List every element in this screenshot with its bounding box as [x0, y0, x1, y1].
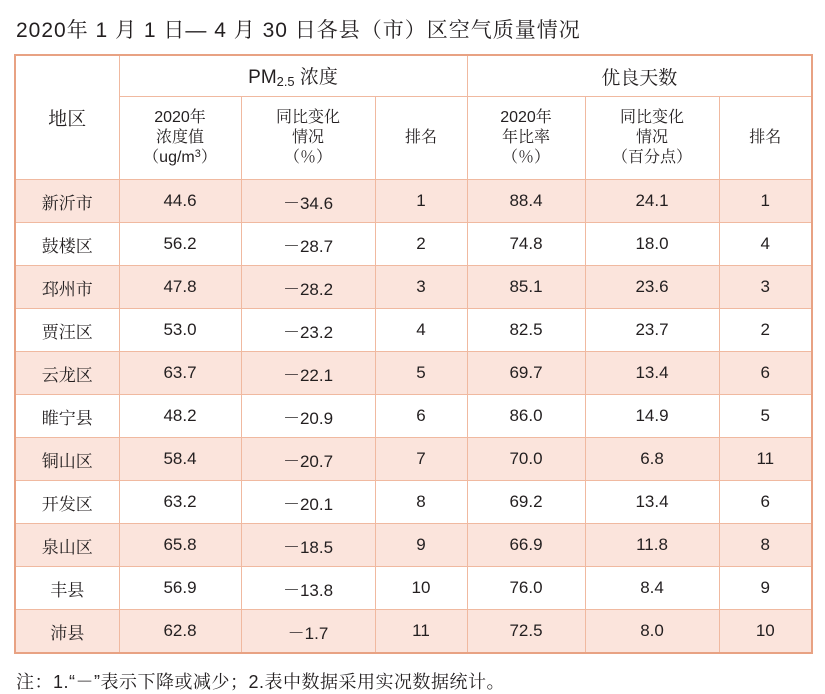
cell-gd-rank: 5	[719, 395, 812, 438]
cell-pm-rank: 6	[375, 395, 467, 438]
cell-pm-rank: 3	[375, 266, 467, 309]
cell-gd-rank: 11	[719, 438, 812, 481]
cell-region: 新沂市	[15, 180, 119, 223]
table-body	[15, 180, 812, 654]
cell-gd-rank: 6	[719, 481, 812, 524]
cell-pm-value: 58.4	[119, 438, 241, 481]
cell-pm-change: －22.1	[241, 352, 375, 395]
cell-gd-change: 18.0	[585, 223, 719, 266]
table-row	[15, 610, 812, 654]
cell-pm-value: 56.2	[119, 223, 241, 266]
cell-pm-rank: 11	[375, 610, 467, 654]
cell-gd-change: 8.4	[585, 567, 719, 610]
cell-pm-rank: 8	[375, 481, 467, 524]
column-header-pm-value: 2020年 浓度值 $(ug/m^3)$	[119, 97, 241, 180]
cell-gd-rank: 2	[719, 309, 812, 352]
cell-gd-rank: 10	[719, 610, 812, 654]
cell-gd-value: 85.1	[467, 266, 585, 309]
cell-gd-change: 11.8	[585, 524, 719, 567]
table-header	[15, 55, 812, 180]
cell-pm-rank: 7	[375, 438, 467, 481]
cell-gd-value: 70.0	[467, 438, 585, 481]
cell-pm-value: 56.9	[119, 567, 241, 610]
cell-pm-change: －20.1	[241, 481, 375, 524]
cell-gd-value: 74.8	[467, 223, 585, 266]
cell-pm-value: 65.8	[119, 524, 241, 567]
cell-gd-rank: 8	[719, 524, 812, 567]
cell-region: 丰县	[15, 567, 119, 610]
cell-gd-change: 6.8	[585, 438, 719, 481]
cell-region: 鼓楼区	[15, 223, 119, 266]
table-row	[15, 180, 812, 223]
cell-gd-value: 86.0	[467, 395, 585, 438]
cell-gd-change: 13.4	[585, 481, 719, 524]
cell-pm-change: －34.6	[241, 180, 375, 223]
cell-region: 贾汪区	[15, 309, 119, 352]
column-header-gd-rank: 排名	[719, 97, 812, 180]
cell-pm-rank: 2	[375, 223, 467, 266]
table-row	[15, 309, 812, 352]
table-row	[15, 352, 812, 395]
cell-gd-value: 66.9	[467, 524, 585, 567]
cell-pm-change: －13.8	[241, 567, 375, 610]
cell-region: 泉山区	[15, 524, 119, 567]
table-row	[15, 481, 812, 524]
column-header-pm-change: 同比变化 情况 （％）	[241, 97, 375, 180]
cell-gd-value: 72.5	[467, 610, 585, 654]
cell-region: 开发区	[15, 481, 119, 524]
cell-gd-value: 69.7	[467, 352, 585, 395]
cell-pm-change: －20.9	[241, 395, 375, 438]
cell-pm-rank: 4	[375, 309, 467, 352]
column-header-good-days: 优良天数	[467, 55, 812, 97]
table-row	[15, 567, 812, 610]
cell-gd-change: 8.0	[585, 610, 719, 654]
cell-pm-value: 53.0	[119, 309, 241, 352]
cell-region: 睢宁县	[15, 395, 119, 438]
column-header-region: 地区	[15, 55, 119, 180]
cell-pm-change: －18.5	[241, 524, 375, 567]
cell-pm-change: －1.7	[241, 610, 375, 654]
cell-region: 邳州市	[15, 266, 119, 309]
cell-pm-value: 62.8	[119, 610, 241, 654]
cell-gd-change: 14.9	[585, 395, 719, 438]
cell-gd-rank: 4	[719, 223, 812, 266]
cell-gd-change: 23.7	[585, 309, 719, 352]
cell-pm-change: －23.2	[241, 309, 375, 352]
cell-pm-rank: 5	[375, 352, 467, 395]
column-header-gd-value: 2020年 年比率 （％）	[467, 97, 585, 180]
column-header-pm-rank: 排名	[375, 97, 467, 180]
cell-gd-value: 76.0	[467, 567, 585, 610]
cell-pm-change: －28.7	[241, 223, 375, 266]
cell-region: 铜山区	[15, 438, 119, 481]
table-row	[15, 524, 812, 567]
cell-gd-value: 88.4	[467, 180, 585, 223]
table-header-sub-row	[15, 97, 812, 180]
cell-pm-value: 47.8	[119, 266, 241, 309]
table-header-group-row	[15, 55, 812, 97]
cell-gd-rank: 1	[719, 180, 812, 223]
cell-region: 沛县	[15, 610, 119, 654]
table-row	[15, 266, 812, 309]
table-row	[15, 438, 812, 481]
cell-pm-value: 63.2	[119, 481, 241, 524]
cell-pm-rank: 9	[375, 524, 467, 567]
cell-pm-change: －28.2	[241, 266, 375, 309]
cell-gd-rank: 6	[719, 352, 812, 395]
table-row	[15, 395, 812, 438]
cell-pm-value: 48.2	[119, 395, 241, 438]
cell-pm-rank: 10	[375, 567, 467, 610]
cell-gd-rank: 9	[719, 567, 812, 610]
cell-pm-rank: 1	[375, 180, 467, 223]
column-header-pm25: $PM_{2.5}$ 浓度	[119, 55, 467, 97]
cell-pm-value: 63.7	[119, 352, 241, 395]
cell-gd-change: 13.4	[585, 352, 719, 395]
air-quality-table	[14, 54, 813, 654]
cell-gd-rank: 3	[719, 266, 812, 309]
cell-gd-value: 82.5	[467, 309, 585, 352]
table-note: 注：1.“－”表示下降或减少；2.表中数据采用实况数据统计。	[16, 672, 506, 692]
cell-gd-value: 69.2	[467, 481, 585, 524]
cell-pm-value: 44.6	[119, 180, 241, 223]
cell-gd-change: 24.1	[585, 180, 719, 223]
cell-pm-change: －20.7	[241, 438, 375, 481]
table-row	[15, 223, 812, 266]
column-header-gd-change: 同比变化 情况 （百分点）	[585, 97, 719, 180]
cell-region: 云龙区	[15, 352, 119, 395]
cell-gd-change: 23.6	[585, 266, 719, 309]
page-title: 2020年 1 月 1 日— 4 月 30 日各县（市）区空气质量情况	[16, 19, 581, 42]
